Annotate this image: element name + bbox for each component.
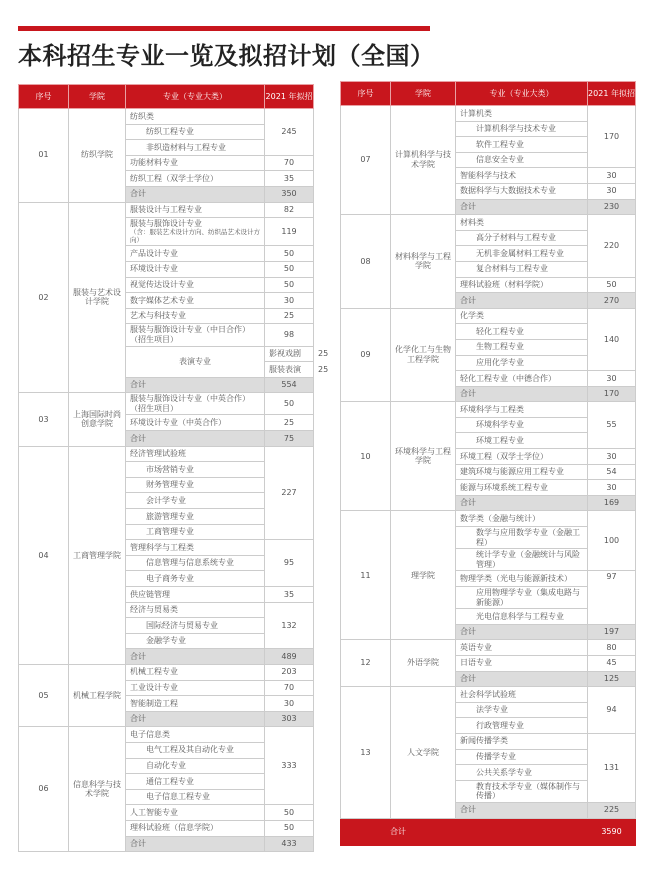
title-accent-bar (18, 26, 430, 31)
grand-total-value: 3590 (588, 818, 636, 845)
major-name (126, 509, 265, 525)
major-label: 服装设计与工程专业 (130, 205, 202, 215)
subtotal-value: 303 (265, 711, 314, 727)
major-label: 供应链管理 (130, 589, 170, 599)
major-label: 环境工程专业 (476, 435, 524, 445)
plan-value: 30 (588, 449, 636, 465)
major-label: 英语专业 (460, 642, 492, 652)
major-name (126, 789, 265, 805)
major-name (126, 140, 265, 156)
college-name: 化学化工与生物工程学院 (391, 308, 456, 402)
major-name: 服装表演 (265, 362, 314, 378)
major-name (126, 696, 265, 712)
major-label: 会计学专业 (146, 495, 186, 505)
plan-value: 50 (265, 246, 314, 262)
major-label: 服装与服饰设计专业 (130, 219, 202, 229)
plan-value: 55 (588, 402, 636, 449)
major-note: （含：服装艺术设计方向、纺织品艺术设计方向） (130, 227, 260, 244)
major-name (456, 449, 588, 465)
table-row (341, 308, 636, 324)
major-name (126, 571, 265, 587)
major-name (456, 702, 588, 718)
major-group: 表演专业 (126, 346, 265, 377)
college-id: 01 (19, 109, 69, 203)
subtotal-value: 125 (588, 671, 636, 687)
plan-value: 82 (265, 202, 314, 218)
major-name (456, 137, 588, 153)
major-name (126, 277, 265, 293)
major-name (456, 230, 588, 246)
college-id: 06 (19, 727, 69, 852)
major-name (456, 433, 588, 449)
major-name (126, 493, 265, 509)
major-name (456, 183, 588, 199)
plan-value: 45 (588, 655, 636, 671)
major-label: 生物工程专业 (476, 342, 524, 352)
header-major: 专业（专业大类） (126, 85, 265, 109)
major-label: 电子信息工程专业 (146, 792, 210, 802)
major-label: 视觉传达设计专业 (130, 280, 194, 290)
header-college: 学院 (391, 82, 456, 106)
major-label: 物理学类（光电与能源新技术） (460, 573, 572, 583)
college-name: 环境科学与工程学院 (391, 402, 456, 511)
grand-total-label: 合计 (341, 818, 456, 845)
major-label: 环境科学与工程类 (460, 404, 524, 414)
major-label: 环境设计专业 (130, 264, 178, 274)
college-name: 上海国际时尚创意学院 (69, 393, 126, 446)
major-label: 工商管理专业 (146, 527, 194, 537)
college-name: 材料科学与工程学院 (391, 215, 456, 309)
major-name (456, 749, 588, 765)
subtotal-value: 230 (588, 199, 636, 215)
major-name (456, 168, 588, 184)
plan-value: 50 (265, 277, 314, 293)
major-name: 影视戏剧 (265, 346, 314, 362)
table-row (341, 402, 636, 418)
major-label: 法学专业 (476, 705, 508, 715)
major-name (456, 246, 588, 262)
major-label: 社会科学试验班 (460, 689, 516, 699)
major-label: 化学类 (460, 311, 484, 321)
subtotal-label: 合计 (456, 624, 588, 640)
major-name (126, 555, 265, 571)
major-label: 数学类（金融与统计） (460, 513, 540, 523)
major-label: 智能制造工程 (130, 698, 178, 708)
major-label: 计算机科学与技术专业 (476, 124, 556, 134)
major-label: 软件工程专业 (476, 139, 524, 149)
table-row (341, 640, 636, 656)
major-label: 电子商务专业 (146, 573, 194, 583)
major-name (126, 155, 265, 171)
major-name (456, 511, 588, 527)
plan-value: 50 (265, 261, 314, 277)
major-name (126, 540, 265, 556)
college-name: 服装与艺术设计学院 (69, 202, 126, 393)
college-name: 纺织学院 (69, 109, 126, 203)
subtotal-label: 合计 (126, 377, 265, 393)
major-name (456, 765, 588, 781)
major-label: 新闻传播学类 (460, 736, 508, 746)
plan-value: 95 (265, 540, 314, 587)
major-label: 市场营销专业 (146, 464, 194, 474)
subtotal-label: 合计 (126, 186, 265, 202)
major-name (456, 277, 588, 293)
table-header (19, 85, 314, 109)
major-label: 环境设计专业（中英合作） (130, 417, 226, 427)
header-plan: 2021 年拟招 (265, 85, 314, 109)
major-label: 经济管理试验班 (130, 449, 186, 459)
major-name (126, 324, 265, 346)
table-row (19, 446, 314, 462)
plan-value: 140 (588, 308, 636, 370)
grand-total-row (341, 818, 636, 845)
subtotal-label: 合计 (126, 431, 265, 447)
major-name (126, 727, 265, 743)
table-row: 服装表演 25 (19, 362, 314, 378)
major-name (126, 202, 265, 218)
major-label: 电子信息类 (130, 729, 170, 739)
major-label: 数字媒体艺术专业 (130, 295, 194, 305)
plan-value: 131 (588, 733, 636, 802)
major-name (456, 308, 588, 324)
major-name (126, 742, 265, 758)
major-label: 智能科学与技术 (460, 170, 516, 180)
major-label: 轻化工程专业（中德合作） (460, 373, 556, 383)
table-row (19, 727, 314, 743)
major-name (126, 805, 265, 821)
college-id: 04 (19, 446, 69, 664)
subtotal-label: 合计 (126, 711, 265, 727)
major-name (456, 152, 588, 168)
major-label: 纺织工程专业 (146, 127, 194, 137)
major-label: 高分子材料与工程专业 (476, 233, 556, 243)
plan-value: 35 (265, 587, 314, 603)
college-name: 工商管理学院 (69, 446, 126, 664)
plan-value: 35 (265, 171, 314, 187)
plan-value: 25 (265, 308, 314, 324)
college-name: 机械工程学院 (69, 664, 126, 726)
major-label: 工业设计专业 (130, 683, 178, 693)
college-id: 13 (341, 687, 391, 818)
major-name (456, 527, 588, 549)
major-name (456, 417, 588, 433)
plan-value: 80 (588, 640, 636, 656)
major-label: 电气工程及其自动化专业 (146, 745, 234, 755)
major-name (126, 758, 265, 774)
major-name (456, 355, 588, 371)
plan-value: 30 (265, 293, 314, 309)
plan-value: 220 (588, 215, 636, 277)
major-name (126, 218, 265, 246)
major-label: 光电信息科学与工程专业 (476, 611, 564, 621)
major-label: 建筑环境与能源应用工程专业 (460, 467, 564, 477)
college-id: 07 (341, 106, 391, 215)
subtotal-value: 75 (265, 431, 314, 447)
header-college: 学院 (69, 85, 126, 109)
major-name (126, 587, 265, 603)
college-id: 10 (341, 402, 391, 511)
major-label: 信息管理与信息系统专业 (146, 558, 234, 568)
major-name (456, 640, 588, 656)
major-name (126, 633, 265, 649)
subtotal-value: 170 (588, 386, 636, 402)
major-label: 人工智能专业 (130, 807, 178, 817)
major-name (456, 780, 588, 802)
major-label: 应用化学专业 (476, 358, 524, 367)
major-name (126, 171, 265, 187)
college-id: 05 (19, 664, 69, 726)
major-label: 纺织类 (130, 111, 154, 121)
header-id: 序号 (341, 82, 391, 106)
plan-value: 100 (588, 511, 636, 571)
major-name (456, 480, 588, 496)
major-name (456, 733, 588, 749)
plan-value: 30 (588, 168, 636, 184)
major-label: 统计学专业（金融统计与风险管理） (476, 550, 580, 569)
subtotal-label: 合计 (126, 836, 265, 852)
subtotal-value: 554 (265, 377, 314, 393)
major-label: 信息安全专业 (476, 155, 524, 165)
major-label: 艺术与科技专业 (130, 311, 186, 321)
major-name (456, 339, 588, 355)
major-name (126, 524, 265, 540)
table-header (341, 82, 636, 106)
major-label: 服装与服饰设计专业（中日合作）（招生项目） (130, 325, 250, 344)
major-name (126, 293, 265, 309)
major-label: 通信工程专业 (146, 776, 194, 786)
major-name (456, 215, 588, 231)
plan-value: 132 (265, 602, 314, 649)
college-name: 理学院 (391, 511, 456, 640)
major-name (456, 655, 588, 671)
major-label: 复合材料与工程专业 (476, 264, 548, 274)
major-label: 非织造材料与工程专业 (146, 142, 226, 152)
major-label: 机械工程专业 (130, 667, 178, 677)
plan-value: 333 (265, 727, 314, 805)
major-name (126, 680, 265, 696)
major-label: 教育技术学专业（媒体制作与传播） (476, 781, 580, 801)
header-major: 专业（专业大类） (456, 82, 588, 106)
major-label: 日语专业 (460, 658, 492, 668)
major-label: 功能材料专业 (130, 158, 178, 168)
major-label: 理科试验班（信息学院） (130, 823, 218, 833)
major-name (456, 571, 588, 587)
major-name (456, 587, 588, 609)
plan-value: 94 (588, 687, 636, 734)
college-name: 外语学院 (391, 640, 456, 687)
subtotal-label: 合计 (456, 671, 588, 687)
enrollment-table-left (18, 84, 329, 852)
subtotal-label: 合计 (456, 293, 588, 309)
table-row (19, 664, 314, 680)
page-title: 本科招生专业一览及拟招计划（全国） (18, 42, 435, 70)
major-label: 服装与服饰设计专业（中英合作）（招生项目） (130, 394, 250, 413)
college-name: 计算机科学与技术学院 (391, 106, 456, 215)
major-name (126, 308, 265, 324)
plan-value: 50 (588, 277, 636, 293)
major-name (126, 109, 265, 125)
major-name (126, 462, 265, 478)
major-name (126, 415, 265, 431)
college-id: 11 (341, 511, 391, 640)
major-label: 经济与贸易类 (130, 605, 178, 615)
major-name (126, 124, 265, 140)
major-name (456, 106, 588, 122)
college-id: 08 (341, 215, 391, 309)
subtotal-value: 225 (588, 802, 636, 818)
college-id: 03 (19, 393, 69, 446)
major-label: 能源与环境系统工程专业 (460, 482, 548, 492)
major-label: 数学与应用数学专业（金融工程） (476, 528, 580, 547)
major-label: 纺织工程（双学士学位） (130, 173, 218, 183)
major-name (456, 464, 588, 480)
major-name (456, 609, 588, 625)
grand-total-spacer (456, 818, 588, 845)
subtotal-value: 489 (265, 649, 314, 665)
major-label: 环境科学专业 (476, 420, 524, 430)
enrollment-table-right (340, 81, 636, 846)
major-name (456, 324, 588, 340)
major-label: 金融学专业 (146, 636, 186, 646)
plan-value: 30 (588, 480, 636, 496)
major-label: 产品设计专业 (130, 248, 178, 258)
table-row (341, 106, 636, 122)
major-name (126, 446, 265, 462)
table-row: 表演专业 影视戏剧 25 (19, 346, 314, 362)
major-name (456, 402, 588, 418)
major-name (456, 687, 588, 703)
header-id: 序号 (19, 85, 69, 109)
subtotal-label: 合计 (126, 649, 265, 665)
major-label: 轻化工程专业 (476, 326, 524, 336)
subtotal-label: 合计 (456, 199, 588, 215)
college-id: 12 (341, 640, 391, 687)
plan-value: 98 (265, 324, 314, 346)
table-row (341, 511, 636, 527)
plan-value: 203 (265, 664, 314, 680)
major-label: 环境工程（双学士学位） (460, 451, 548, 461)
subtotal-value: 169 (588, 495, 636, 511)
subtotal-value: 433 (265, 836, 314, 852)
table-row (19, 393, 314, 415)
subtotal-label: 合计 (456, 386, 588, 402)
major-label: 国际经济与贸易专业 (146, 620, 218, 630)
major-label: 行政管理专业 (476, 720, 524, 730)
college-name: 信息科学与技术学院 (69, 727, 126, 852)
table-row (19, 202, 314, 218)
subtotal-value: 270 (588, 293, 636, 309)
major-label: 无机非金属材料工程专业 (476, 248, 564, 258)
major-name (126, 246, 265, 262)
major-label: 自动化专业 (146, 761, 186, 771)
major-label: 旅游管理专业 (146, 511, 194, 521)
major-name (126, 774, 265, 790)
college-id: 09 (341, 308, 391, 402)
plan-value: 25 (265, 415, 314, 431)
major-label: 公共关系学专业 (476, 767, 532, 777)
plan-value: 227 (265, 446, 314, 540)
table-row (341, 687, 636, 703)
subtotal-label: 合计 (456, 495, 588, 511)
major-name (456, 261, 588, 277)
plan-value: 170 (588, 106, 636, 168)
college-name: 人文学院 (391, 687, 456, 818)
major-label: 应用物理学专业（集成电路与新能源） (476, 588, 580, 607)
plan-value: 50 (265, 820, 314, 836)
plan-value: 97 (588, 571, 636, 624)
major-label: 理科试验班（材料学院） (460, 280, 548, 290)
plan-value: 30 (588, 183, 636, 199)
plan-value: 70 (265, 155, 314, 171)
major-label: 管理科学与工程类 (130, 542, 194, 552)
subtotal-value: 350 (265, 186, 314, 202)
plan-value: 50 (265, 805, 314, 821)
major-label: 数据科学与大数据技术专业 (460, 186, 556, 196)
major-name (126, 261, 265, 277)
table-row (341, 215, 636, 231)
plan-value: 50 (265, 393, 314, 415)
major-label: 计算机类 (460, 108, 492, 118)
major-name (126, 393, 265, 415)
college-id: 02 (19, 202, 69, 393)
subtotal-label: 合计 (456, 802, 588, 818)
major-label: 财务管理专业 (146, 480, 194, 490)
plan-value: 119 (265, 218, 314, 246)
major-name (126, 820, 265, 836)
major-label: 传播学专业 (476, 752, 516, 762)
plan-value: 30 (265, 696, 314, 712)
major-name (126, 477, 265, 493)
major-name (126, 602, 265, 618)
header-plan: 2021 年拟招 (588, 82, 636, 106)
subtotal-value: 197 (588, 624, 636, 640)
major-name (456, 371, 588, 387)
major-name (456, 121, 588, 137)
plan-value: 54 (588, 464, 636, 480)
plan-value: 70 (265, 680, 314, 696)
major-name (456, 549, 588, 571)
major-label: 材料类 (460, 217, 484, 227)
major-name (126, 618, 265, 634)
table-row (19, 109, 314, 125)
major-name (126, 664, 265, 680)
plan-value: 30 (588, 371, 636, 387)
major-name (456, 718, 588, 734)
plan-value: 245 (265, 109, 314, 156)
